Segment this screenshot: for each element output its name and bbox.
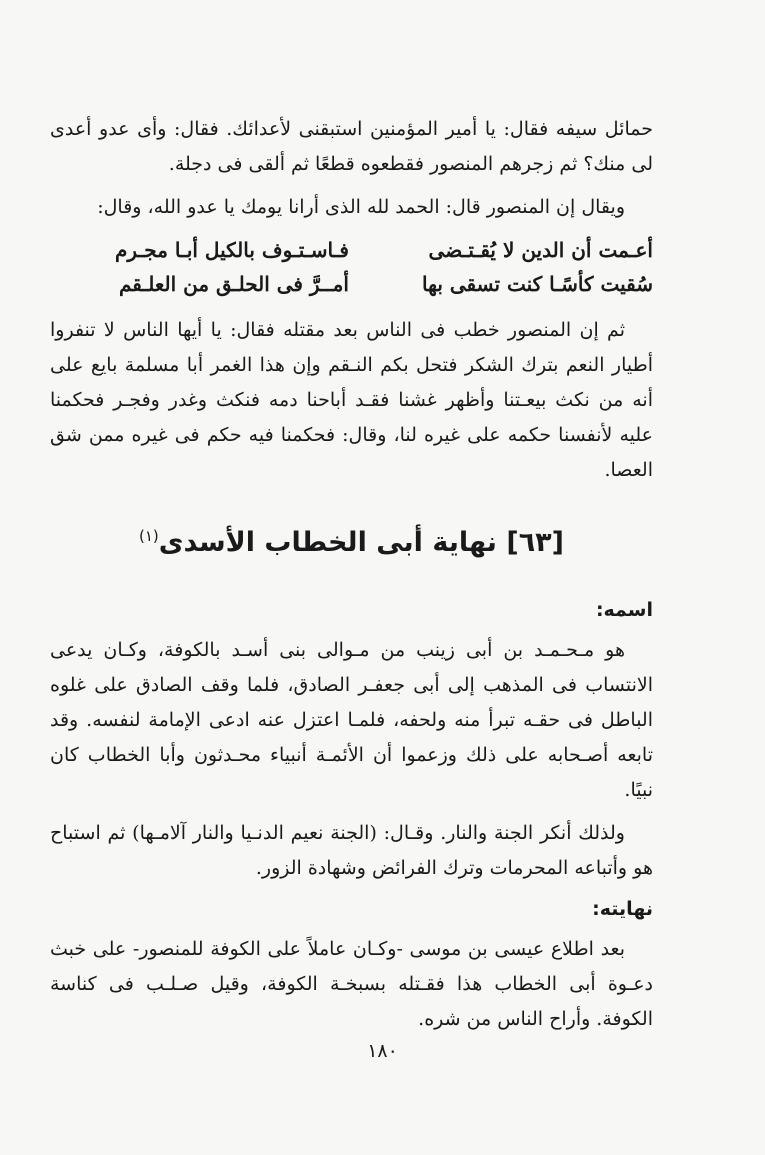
paragraph-name: هو مـحـمـد بن أبى زينب من مـوالى بنى أسـد بالكوفة، وكـان يدعى الانتساب فى المذهب إلى أبى جعفـر الصادق، فلما وقف الصادق على غلوه الباطل فى حقـه تبرأ منه ولحفه، فلمـا اعتزل عنه ادعى الإمامة لنفسه. وقد تابعه أصـحابه على ذلك وزعموا أن الأئمـة أنبياء محـدثون وأبا الخطاب كان نبيًا. — [50, 639, 653, 801]
poem-hemistich-right: سُقيت كأسًـا كنت تسقى بها — [422, 272, 653, 296]
poem-verse — [50, 267, 653, 301]
poem — [50, 233, 653, 301]
poem-hemistich-left: أمــرَّ فى الحلـق من العلـقم — [118, 272, 349, 296]
subhead-name: اسمه: — [595, 599, 653, 621]
paragraph-sword: حمائل سيفه فقال: يا أمير المؤمنين استبقنى لأعدائك. فقال: وأى عدو أعدى لى منك؟ ثم زجرهم المنصور فقطعوه قطعًا ثم ألقى فى دجلة. — [50, 118, 653, 175]
paragraph-end: بعد اطلاع عيسى بن موسى -وكـان عاملاً على الكوفة للمنصور- على خبث دعـوة أبى الخطاب هذا فقـتله بسبخـة الكوفة، وقيل صـلـب فى كناسة الكوفة. وأراح الناس من شره. — [50, 938, 653, 1030]
section-title-text: [٦٣] نهاية أبى الخطاب الأسدى — [158, 527, 565, 558]
paragraph-mansour-praise: ويقال إن المنصور قال: الحمد لله الذى أرانا يومك يا عدو الله، وقال: — [97, 196, 625, 218]
footnote-mark: (١) — [138, 527, 159, 545]
poem-hemistich-right: أعـمت أن الدين لا يُقـتـضى — [428, 238, 653, 262]
section-title — [50, 516, 653, 563]
subhead-end: نهايته: — [592, 898, 653, 920]
page-number: ١٨٠ — [367, 1040, 398, 1062]
poem-hemistich-left: فـاسـتـوف بالكيل أبـا مجـرم — [115, 238, 349, 262]
poem-verse — [50, 233, 653, 267]
paragraph-deny: ولذلك أنكر الجنة والنار. وقـال: (الجنة نعيم الدنـيا والنار آلامـها) ثم استباح هو وأتباعه المحرمات وترك الفرائض وشهادة الزور. — [50, 822, 653, 879]
paragraph-speech: ثم إن المنصور خطب فى الناس بعد مقتله فقال: يا أيها الناس لا تنفروا أطيار النعم بترك الشكر فتحل بكم النـقم وإن هذا الغمر أبا مسلمة بايع على أنه من نكث بيعـتنا وأظهر غشنا فقـد أباحنا دمه فنكث وغدر وفجـر فحكمنا عليه لأنفسنا حكمه على غيره لنا، وقال: فحكمنا فيه حكم فى غيره ممن شق العصا. — [50, 319, 653, 481]
